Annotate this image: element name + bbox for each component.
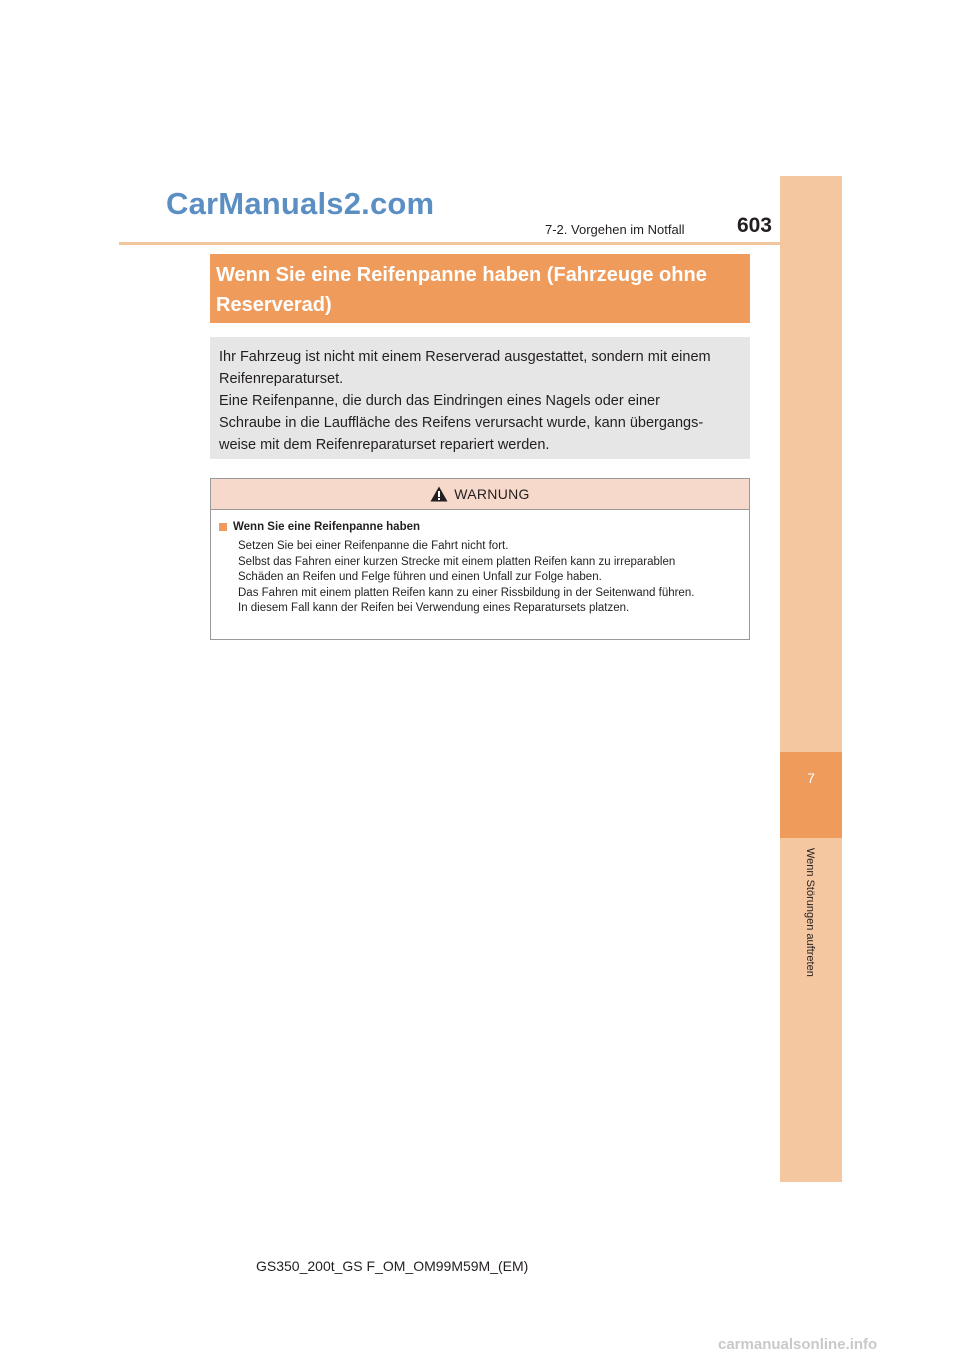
warning-line: Setzen Sie bei einer Reifenpanne die Fahrt nicht fort. bbox=[238, 540, 509, 552]
warning-line: In diesem Fall kann der Reifen bei Verwendung eines Reparatursets platzen. bbox=[238, 602, 630, 614]
watermark-logo: CarManuals2.com bbox=[166, 186, 435, 221]
warning-body bbox=[211, 510, 749, 617]
square-bullet-icon bbox=[219, 523, 227, 531]
section-title-line-1: Wenn Sie eine Reifenpanne haben (Fahrzeuge ohne bbox=[216, 264, 707, 286]
warning-box bbox=[210, 478, 750, 640]
header-rule bbox=[119, 242, 841, 245]
watermark-footer: carmanualsonline.info bbox=[718, 1336, 878, 1353]
intro-line-2: Reifenreparaturset. bbox=[219, 371, 344, 387]
warning-line: Das Fahren mit einem platten Reifen kann zu einer Rissbildung in der Seitenwand führen. bbox=[238, 586, 695, 599]
intro-line-3: Eine Reifenpanne, die durch das Eindringen eines Nagels oder einer bbox=[219, 393, 660, 409]
intro-box bbox=[210, 337, 750, 459]
section-title-bar bbox=[210, 254, 750, 323]
warning-line: Selbst das Fahren einer kurzen Strecke mit einem platten Reifen kann zu irreparablen bbox=[238, 555, 676, 568]
chapter-number: 7 bbox=[807, 770, 815, 786]
warning-line: Schäden an Reifen und Felge führen und einen Unfall zur Folge haben. bbox=[238, 571, 602, 583]
section-title bbox=[216, 260, 744, 320]
chapter-tab bbox=[780, 752, 842, 838]
warning-subheading bbox=[219, 521, 741, 533]
page-number: 603 bbox=[736, 214, 772, 237]
warning-header bbox=[211, 479, 749, 510]
warning-triangle-icon bbox=[430, 486, 448, 502]
section-title-line-2: Reserverad) bbox=[216, 294, 332, 316]
footer-document-code: GS350_200t_GS F_OM_OM99M59M_(EM) bbox=[256, 1258, 529, 1274]
intro-line-4: Schraube in die Lauffläche des Reifens verursacht wurde, kann übergangs- bbox=[219, 415, 704, 431]
chapter-side-band bbox=[780, 176, 842, 1182]
warning-label: WARNUNG bbox=[454, 486, 530, 502]
chapter-title: Wenn Störungen auftreten bbox=[804, 848, 816, 977]
warning-subheading-text: Wenn Sie eine Reifenpanne haben bbox=[233, 521, 421, 533]
intro-line-1: Ihr Fahrzeug ist nicht mit einem Reserverad ausgestattet, sondern mit einem bbox=[219, 349, 711, 365]
intro-paragraph bbox=[219, 346, 741, 456]
section-label: 7-2. Vorgehen im Notfall bbox=[545, 222, 685, 237]
intro-line-5: weise mit dem Reifenreparaturset repariert werden. bbox=[219, 437, 550, 453]
warning-text bbox=[238, 539, 741, 617]
